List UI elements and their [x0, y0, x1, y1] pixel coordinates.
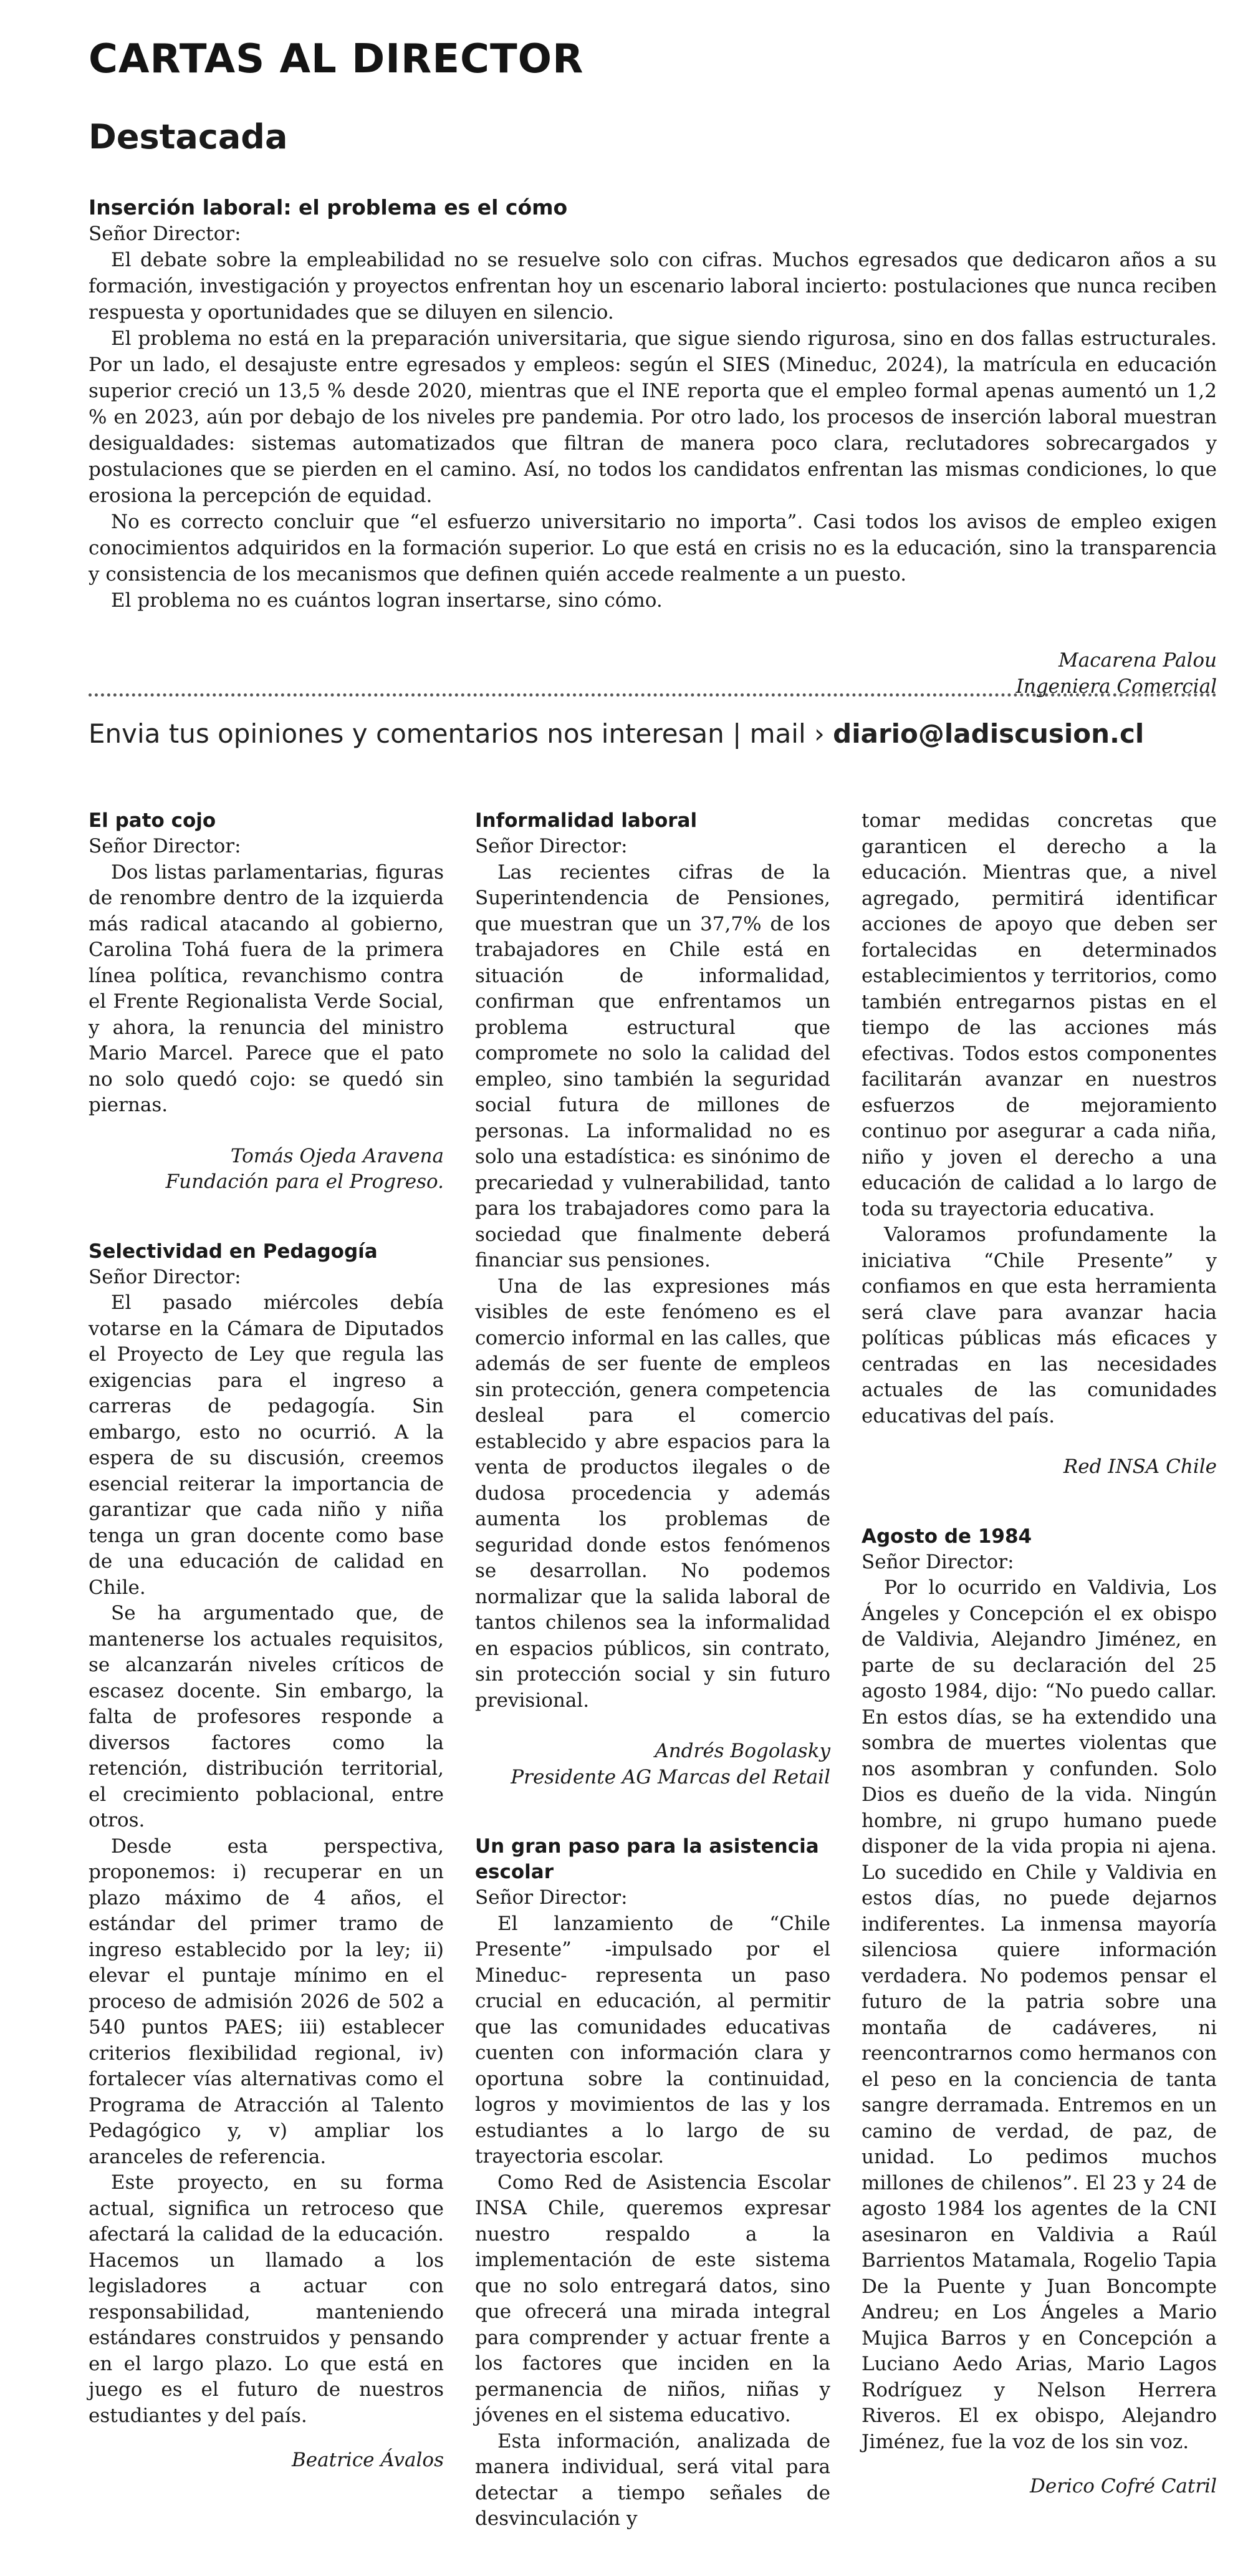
column-1 — [89, 808, 444, 2517]
salutation: Señor Director: — [89, 1265, 241, 1288]
column-2 — [475, 808, 830, 2576]
letter-asistencia — [475, 1834, 830, 2532]
letter-title: Informalidad laboral — [475, 809, 698, 832]
featured-letter — [89, 195, 1217, 700]
featured-label: Destacada — [89, 117, 288, 157]
signature-name: Red INSA Chile — [1063, 1455, 1217, 1478]
salutation: Señor Director: — [475, 1886, 628, 1909]
salutation: Señor Director: — [89, 223, 241, 245]
paragraph: El problema no es cuántos logran insertarse, sino cómo. — [111, 589, 663, 612]
letter-selectividad — [89, 1239, 444, 2474]
signature-name: Derico Cofré Catril — [1030, 2475, 1217, 2497]
signature-name: Tomás Ojeda Aravena — [230, 1144, 444, 1167]
signature-name: Andrés Bogolasky — [655, 1740, 830, 1762]
letter-title: Un gran paso para la asistencia escolar — [475, 1835, 819, 1883]
paragraph: Una de las expresiones más visibles de este fenómeno es el comercio informal en las calles, que además de ser fuente de empleos sin protección, genera competencia desleal para el comercio establecido y abre espacios para la venta de productos ilegales o de dudosa procedencia y además aumenta los problemas de seguridad donde estos fenómenos se desarrollan. No podemos normalizar que la salida laboral de tantos chilenos sea la informalidad en espacios públicos, sin contrato, sin protección social y sin futuro previsional. — [475, 1275, 830, 1712]
paragraph: Por lo ocurrido en Valdivia, Los Ángeles y Concepción el ex obispo de Valdivia, Alejandro Jiménez, en parte de su declaración del 25 agosto 1984, dijo: “No puedo callar. En estos días, se ha extendido una sombra de muertes violentas que nos asombran y confunden. Solo Dios es dueño de la vida. Ningún hombre, ni grupo humano puede disponer de la vida propia ni ajena. Lo sucedido en Chile y Valdivia en estos días, no puede dejarnos indiferentes. La inmensa mayoría silenciosa quiere información verdadera. No podemos pensar el futuro de la patria sobre una montaña de cadáveres, ni reencontrarnos como hermanos con el peso en la conciencia de tanta sangre derramada. Entremos en un camino de verdad, de paz, de unidad. Lo pedimos muchos millones de chilenos”. El 23 y 24 de agosto 1984 los agentes de la CNI asesinaron en Valdivia a Raúl Barrientos Matamala, Rogelio Tapia De la Puente y Juan Boncompte Andreu; en Los Ángeles a Mario Mujica Barros y en Concepción a Luciano Aedo Arias, Mario Lagos Rodríguez y Nelson Herrera Riveros. El ex obispo, Alejandro Jiménez, fue la voz de los sin voz. — [862, 1576, 1217, 2453]
letter-asistencia-continued — [862, 808, 1217, 1480]
paragraph: Esta información, analizada de manera individual, será vital para detectar a tiempo señales de desvinculación y — [475, 2429, 830, 2530]
paragraph: El pasado miércoles debía votarse en la Cámara de Diputados el Proyecto de Ley que regula las exigencias para el ingreso a carreras de pedagogía. Sin embargo, esto no ocurrió. A la espera de su discusión, creemos esencial reiterar la importancia de garantizar que cada niño y niña tenga un gran docente como base de una educación de calidad en Chile. — [89, 1291, 444, 1599]
paragraph: Desde esta perspectiva, proponemos: i) recuperar en un plazo máximo de 4 años, el estándar del primer tramo de ingreso establecido por la ley; ii) elevar el puntaje mínimo en el proceso de admisión 2026 de 502 a 540 puntos PAES; iii) establecer criterios flexibilidad regional, iv) fortalecer vías alternativas como el Programa de Atracción al Talento Pedagógico y, v) ampliar los aranceles de referencia. — [89, 1835, 444, 2168]
letter-title: Selectividad en Pedagogía — [89, 1240, 378, 1263]
letter-agosto — [862, 1524, 1217, 2500]
section-title: CARTAS AL DIRECTOR — [89, 36, 584, 82]
signature-role: Ingeniera Comercial — [1015, 675, 1217, 698]
letter-title: El pato cojo — [89, 809, 216, 832]
paragraph: El debate sobre la empleabilidad no se resuelve solo con cifras. Muchos egresados que dedicaron años a su formación, investigación y proyectos enfrentan hoy un escenario laboral incierto: postulaciones que nunca reciben respuesta y oportunidades que se diluyen en silencio. — [89, 249, 1217, 324]
letter-title: Agosto de 1984 — [862, 1525, 1032, 1548]
paragraph: Dos listas parlamentarias, figuras de renombre dentro de la izquierda más radical atacando al gobierno, Carolina Tohá fuera de la primera línea política, revanchismo contra el Frente Regionalista Verde Social, y ahora, la renuncia del ministro Mario Marcel. Parece que el pato no solo quedó cojo: se quedó sin piernas. — [89, 861, 444, 1116]
signature-role: Presidente AG Marcas del Retail — [511, 1765, 830, 1788]
paragraph: Como Red de Asistencia Escolar INSA Chile, queremos expresar nuestro respaldo a la implementación de este sistema que no solo entregará datos, sino que ofrecerá una mirada integral para comprender y actuar frente a los factores que inciden en la permanencia de niños, niñas y jóvenes en el sistema educativo. — [475, 2171, 830, 2426]
contact-text: Envia tus opiniones y comentarios nos interesan | mail › — [89, 718, 833, 749]
signature-name: Macarena Palou — [1058, 649, 1217, 672]
paragraph: Valoramos profundamente la iniciativa “Chile Presente” y confiamos en que esta herramienta será clave para avanzar hacia políticas públicas más eficaces y centradas en las necesidades actuales de las comunidades educativas del país. — [862, 1223, 1217, 1427]
signature-role: Fundación para el Progreso. — [165, 1170, 444, 1193]
dotted-divider — [89, 693, 1217, 697]
salutation: Señor Director: — [862, 1550, 1014, 1573]
paragraph: Se ha argumentado que, de mantenerse los actuales requisitos, se alcanzarán niveles críticos de escasez docente. Sin embargo, la falta de profesores responde a diversos factores como la retención, distribución territorial, el crecimiento poblacional, entre otros. — [89, 1602, 444, 1831]
paragraph: Las recientes cifras de la Superintendencia de Pensiones, que muestran que un 37,7% de los trabajadores en Chile está en situación de informalidad, confirman que enfrentamos un problema estructural que compromete no solo la calidad del empleo, sino también la seguridad social futura de millones de personas. La informalidad no es solo una estadística: es sinónimo de precariedad y vulnerabilidad, tanto para los trabajadores como para la sociedad que finalmente deberá financiar sus pensiones. — [475, 861, 830, 1271]
salutation: Señor Director: — [89, 835, 241, 857]
contact-email[interactable]: diario@ladiscusion.cl — [833, 718, 1145, 749]
paragraph: El problema no está en la preparación universitaria, que sigue siendo rigurosa, sino en dos fallas estructurales. Por un lado, el desajuste entre egresados y empleos: según el SIES (Mineduc, 2024), la matrícula en educación superior creció un 13,5 % desde 2020, mientras que el INE reporta que el empleo formal apenas aumentó un 1,2 % en 2023, aún por debajo de los niveles pre pandemia. Por otro lado, los procesos de inserción laboral muestran desigualdades: sistemas automatizados que filtran de manera poco clara, reclutadores sobrecargados y postulaciones que se pierden en el camino. Así, no todos los candidatos enfrentan las mismas condiciones, lo que erosiona la percepción de equidad. — [89, 327, 1217, 507]
paragraph: El lanzamiento de “Chile Presente” -impulsado por el Mineduc- representa un paso crucial en educación, al permitir que las comunidades educativas cuenten con información clara y oportuna sobre la continuidad, logros y movimientos de las y los estudiantes a lo largo de su trayectoria escolar. — [475, 1912, 830, 2168]
paragraph: Este proyecto, en su forma actual, significa un retroceso que afectará la calidad de la educación. Hacemos un llamado a los legisladores a actuar con responsabilidad, manteniendo estándares construidos y pensando en el largo plazo. Lo que está en juego es el futuro de nuestros estudiantes y del país. — [89, 2171, 444, 2427]
signature-name: Beatrice Ávalos — [292, 2449, 444, 2471]
paragraph: tomar medidas concretas que garanticen el derecho a la educación. Mientras que, a nivel agregado, permitirá identificar acciones de apoyo que deben ser fortalecidas en determinados establecimientos y territorios, como también entregarnos pistas en el tiempo de las acciones más efectivas. Todos estos componentes facilitarán avanzar en nuestros esfuerzos de mejoramiento continuo por asegurar a cada niña, niño y joven el derecho a una educación de calidad a lo largo de toda su trayectoria educativa. — [862, 809, 1217, 1220]
letter-informalidad — [475, 808, 830, 1790]
contact-line — [89, 718, 1144, 749]
column-3 — [862, 808, 1217, 2544]
paragraph: No es correcto concluir que “el esfuerzo universitario no importa”. Casi todos los avisos de empleo exigen conocimientos adquiridos en la formación superior. Lo que está en crisis no es la educación, sino la transparencia y consistencia de los mecanismos que definen quién accede realmente a un puesto. — [89, 511, 1217, 586]
letter-pato-cojo — [89, 808, 444, 1195]
salutation: Señor Director: — [475, 835, 628, 857]
letter-title: Inserción laboral: el problema es el cómo — [89, 195, 568, 219]
